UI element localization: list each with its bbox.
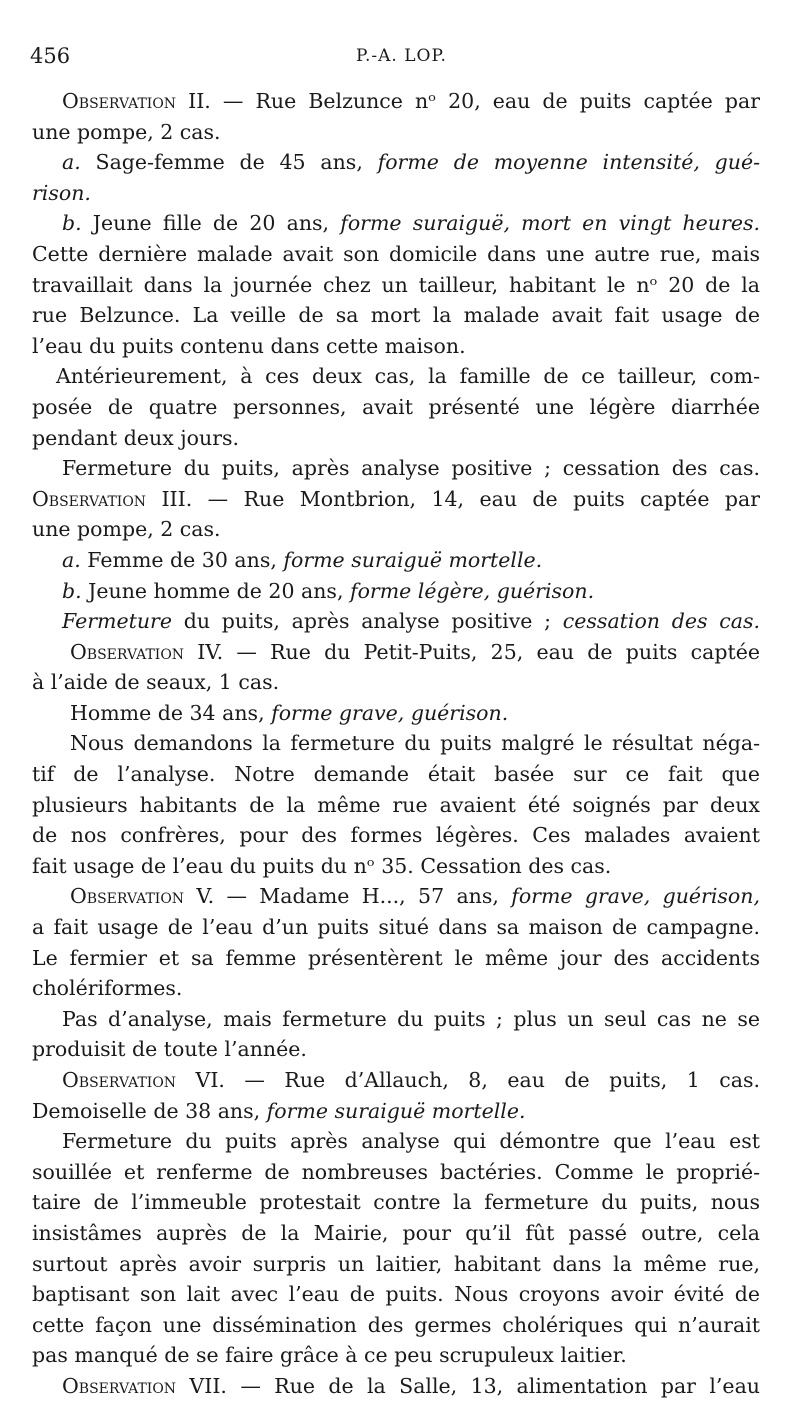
text-line [32, 943, 760, 974]
italic-text: a. [62, 547, 81, 572]
observation-heading: Observation VI. [62, 1068, 225, 1092]
text-span: souillée et renferme de nombreuses bactéries. Comme le proprié- [32, 1159, 760, 1184]
text-span: Jeune homme de 20 ans, [81, 578, 350, 603]
text-line [32, 1340, 760, 1371]
italic-text: forme de moyenne intensité, gué- [377, 150, 760, 175]
italic-text: cessation des cas. [562, 609, 760, 634]
text-span: l’eau du puits contenu dans cette maison. [32, 333, 466, 358]
text-span: plusieurs habitants de la même rue avaient été soignés par deux [32, 792, 760, 817]
italic-text: b. [62, 211, 82, 236]
text-span: Demoiselle de 38 ans, [32, 1098, 267, 1123]
text-line [32, 1065, 760, 1096]
text-line [32, 270, 760, 301]
text-line [32, 1157, 760, 1188]
text-span: pendant deux jours. [32, 425, 240, 450]
italic-text: forme légère, guérison. [349, 578, 595, 603]
text-span: insistâmes auprès de la Mairie, pour qu’il fût passé outre, cela [32, 1220, 760, 1245]
text-line [32, 851, 760, 882]
text-span: à l’aide de seaux, 1 cas. [32, 670, 280, 695]
text-span: Le fermier et sa femme présentèrent le même jour des accidents [32, 945, 760, 970]
text-line [32, 484, 760, 515]
text-line [32, 147, 760, 178]
text-line [32, 453, 760, 484]
text-span: rue Belzunce. La veille de sa mort la malade avait fait usage de [32, 303, 760, 328]
text-span: une pompe, 2 cas. [32, 119, 221, 144]
text-line [32, 728, 760, 759]
text-span: une pompe, 2 cas. [32, 517, 221, 542]
text-line [32, 576, 760, 607]
text-span: Cette dernière malade avait son domicile dans une autre rue, mais [32, 241, 760, 266]
text-span: Antérieurement, à ces deux cas, la famille de ce tailleur, com- [56, 364, 760, 389]
text-span: Sage-femme de 45 ans, [80, 150, 378, 175]
text-line [32, 637, 760, 668]
text-line [32, 361, 760, 392]
observation-heading: Observation VII. [62, 1373, 227, 1398]
text-line [32, 1187, 760, 1218]
text-line [32, 1279, 760, 1310]
italic-text: a. [62, 150, 81, 175]
text-line [32, 1004, 760, 1035]
text-line [32, 300, 760, 331]
text-span: Homme de 34 ans, [70, 700, 272, 725]
text-span: Fermeture du puits après analyse qui démontre que l’eau est [62, 1129, 760, 1154]
text-span: surtout après avoir surpris un laitier, habitant dans la même rue, [32, 1251, 760, 1276]
text-line [32, 514, 760, 545]
text-span: fait usage de l’eau du puits du nᵒ 35. Cessation des cas. [32, 853, 612, 878]
text-line [32, 239, 760, 270]
italic-text: forme grave, guérison. [271, 700, 509, 725]
text-span: du puits, après analyse positive ; [171, 609, 563, 634]
observation-heading: Observation IV. [70, 639, 224, 664]
text-line [32, 86, 760, 117]
italic-text: b. [62, 578, 82, 603]
text-line [32, 973, 760, 1004]
text-line [32, 881, 760, 912]
text-line [32, 820, 760, 851]
observation-heading: Observation II. [62, 89, 211, 113]
text-line [32, 1249, 760, 1280]
text-line [32, 208, 760, 239]
text-line [32, 790, 760, 821]
text-line [32, 912, 760, 943]
text-span: posée de quatre personnes, avait présenté une légère diarrhée [32, 394, 760, 419]
text-span: — Rue du Petit-Puits, 25, eau de puits captée [223, 639, 760, 664]
text-line [32, 178, 760, 209]
text-line [32, 545, 760, 576]
text-span: pas manqué de se faire grâce à ce peu scrupuleux laitier. [32, 1343, 627, 1368]
text-span: de nos confrères, pour des formes légères. Ces malades avaient [32, 823, 760, 848]
text-span: produisit de toute l’année. [32, 1037, 307, 1062]
text-line [32, 423, 760, 454]
body-text [32, 86, 760, 1402]
text-span: Nous demandons la fermeture du puits malgré le résultat néga- [70, 731, 760, 756]
text-line [32, 1096, 760, 1127]
text-line [32, 759, 760, 790]
italic-text: forme grave, guérison, [511, 884, 760, 909]
text-span: Femme de 30 ans, [80, 547, 284, 572]
text-span: — Rue de la Salle, 13, alimentation par l’eau [226, 1373, 760, 1398]
text-line [32, 1034, 760, 1065]
text-span: — Madame H..., 57 ans, [214, 884, 512, 909]
text-line [32, 698, 760, 729]
text-span: cette façon une dissémination des germes cholériques qui n’aurait [32, 1312, 760, 1337]
text-span: — Rue Montbrion, 14, eau de puits captée par [192, 486, 760, 511]
text-span: — Rue d’Allauch, 8, eau de puits, 1 cas. [224, 1068, 760, 1092]
text-line [32, 1371, 760, 1402]
italic-text: forme suraiguë, mort en vingt heures. [340, 211, 760, 236]
text-span: travaillait dans la journée chez un tailleur, habitant le nᵒ 20 de la [32, 272, 760, 297]
italic-text: forme suraiguë mortelle. [283, 547, 543, 572]
text-span: baptisant son lait avec l’eau de puits. Nous croyons avoir évité de [32, 1282, 760, 1307]
text-span: cholériformes. [32, 976, 183, 1001]
text-span: taire de l’immeuble protestait contre la fermeture du puits, nous [32, 1190, 760, 1215]
text-line [32, 117, 760, 148]
page-number: 456 [30, 44, 71, 68]
running-head: P.-A. LOP. [356, 46, 447, 66]
italic-text: Fermeture [62, 609, 172, 634]
text-span: Fermeture du puits, après analyse positive ; cessation des cas. [62, 456, 760, 481]
text-line [32, 667, 760, 698]
text-span: a fait usage de l’eau d’un puits situé dans sa maison de campagne. [32, 915, 760, 940]
text-line [32, 1218, 760, 1249]
text-span: tif de l’analyse. Notre demande était basée sur ce fait que [32, 762, 760, 787]
observation-heading: Observation V. [70, 884, 215, 909]
text-line [32, 392, 760, 423]
italic-text: forme suraiguë mortelle. [266, 1098, 526, 1123]
italic-text: rison. [32, 180, 91, 205]
text-line [32, 331, 760, 362]
text-span: Pas d’analyse, mais fermeture du puits ; plus un seul cas ne se [62, 1006, 760, 1031]
text-line [32, 1126, 760, 1157]
text-span: Jeune fille de 20 ans, [81, 211, 341, 236]
text-span: — Rue Belzunce nᵒ 20, eau de puits captée par [210, 89, 760, 113]
page-header [30, 44, 760, 74]
observation-heading: Observation III. [32, 486, 193, 511]
text-line [32, 606, 760, 637]
text-line [32, 1310, 760, 1341]
